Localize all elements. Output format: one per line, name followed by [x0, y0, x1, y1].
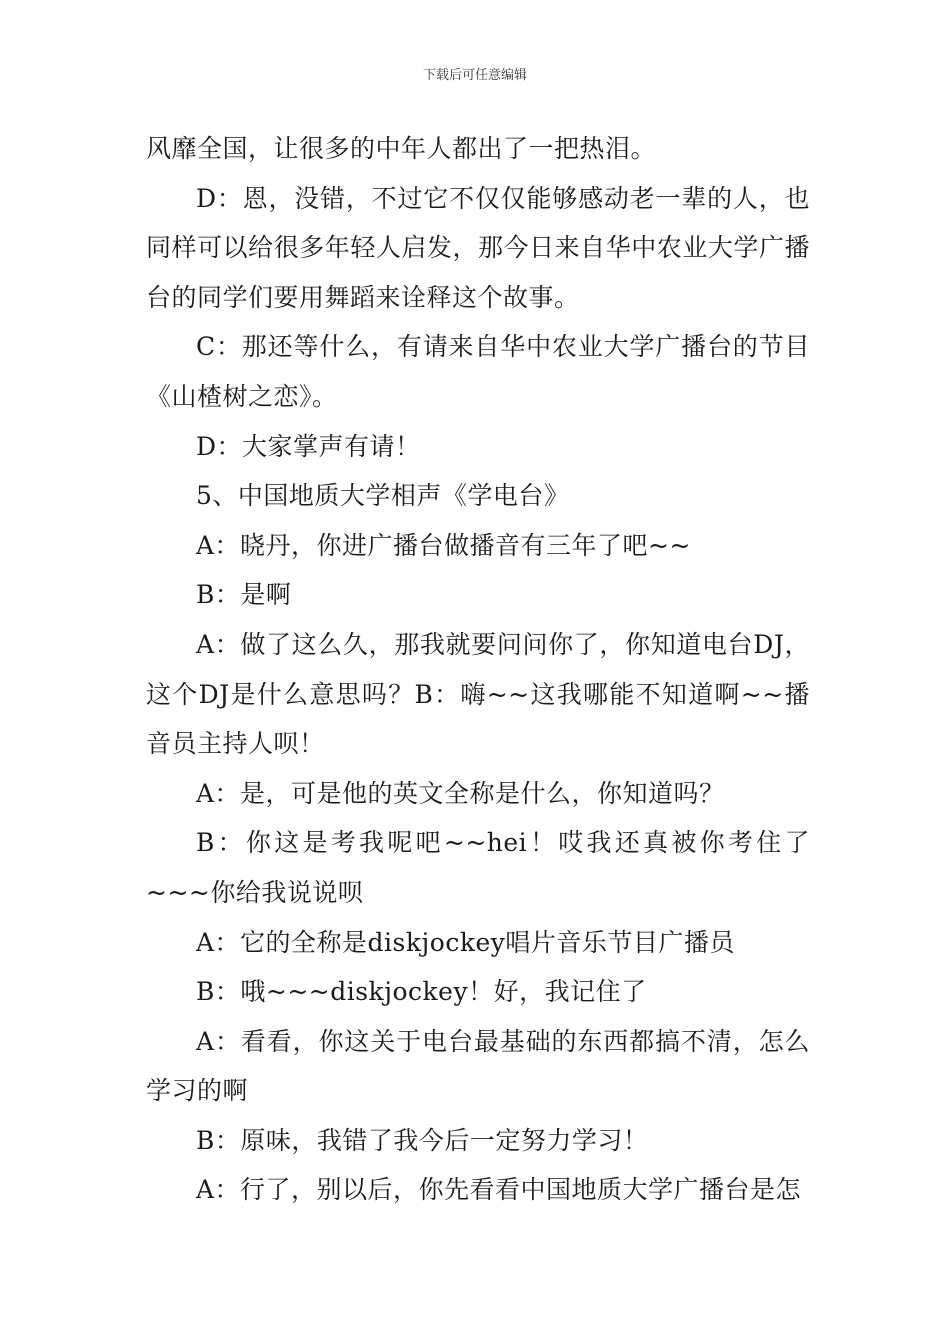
- paragraph: A：看看，你这关于电台最基础的东西都搞不清，怎么学习的啊: [146, 1026, 810, 1106]
- paragraph: A：晓丹，你进广播台做播音有三年了吧~~: [196, 530, 691, 560]
- document-body: [146, 124, 810, 1215]
- paragraph: B：是啊: [196, 580, 292, 610]
- paragraph: D：大家掌声有请！: [196, 431, 421, 461]
- paragraph: B：原味，我错了我今后一定努力学习！: [196, 1125, 649, 1155]
- page-header: 下载后可任意编辑: [422, 68, 527, 83]
- paragraph: C：那还等什么，有请来自华中农业大学广播台的节目《山楂树之恋》。: [146, 332, 810, 411]
- section-heading: 5、中国地质大学相声《学电台》: [196, 481, 570, 511]
- paragraph: A：是，可是他的英文全称是什么，你知道吗？: [196, 778, 725, 808]
- paragraph: A：它的全称是diskjockey唱片音乐节目广播员: [196, 927, 735, 957]
- paragraph: D：恩，没错，不过它不仅仅能够感动老一辈的人，也同样可以给很多年轻人启发，那今日来自华中农业大学广播台的同学们要用舞蹈来诠释这个故事。: [146, 183, 810, 312]
- paragraph: A：行了，别以后，你先看看中国地质大学广播台是怎: [196, 1175, 802, 1205]
- paragraph: 风靡全国，让很多的中年人都出了一把热泪。: [146, 134, 657, 163]
- paragraph: B：哦~~~diskjockey！好，我记住了: [196, 977, 647, 1007]
- paragraph: A：做了这么久，那我就要问问你了，你知道电台DJ，这个DJ是什么意思吗？B：嗨~~这我哪能不知道啊~~播音员主持人呗！: [146, 629, 810, 759]
- paragraph: B：你这是考我呢吧~~hei！哎我还真被你考住了~~~你给我说说呗: [146, 828, 810, 907]
